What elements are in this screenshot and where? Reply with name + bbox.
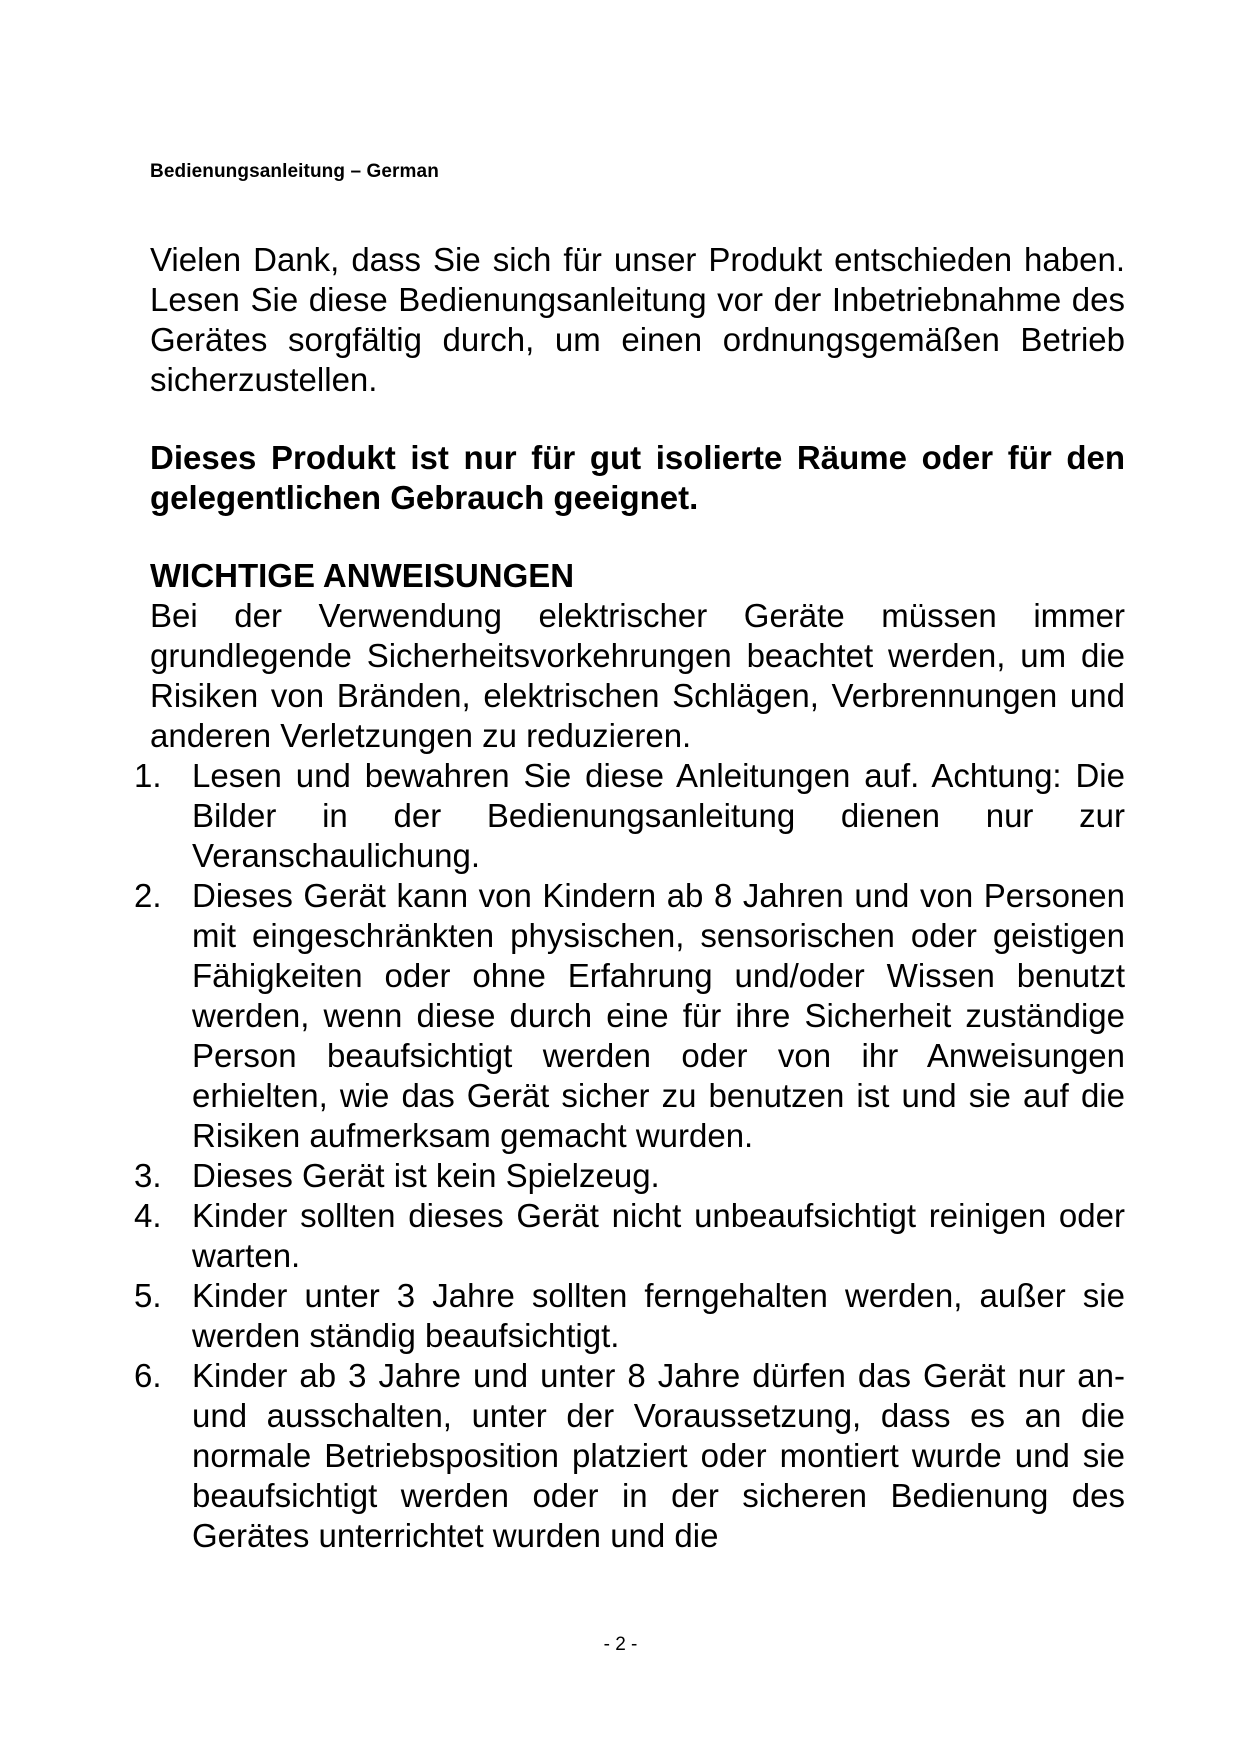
document-header: Bedienungsanleitung – German bbox=[150, 161, 439, 182]
list-item-text: Dieses Gerät kann von Kindern ab 8 Jahren und von Personen mit eingeschränkten physischen, sensorischen oder geistigen Fähigkeiten oder ohne Erfahrung und/oder Wissen benutzt werden, wenn diese durch eine für ihre Sicherheit zuständige Person beaufsichtigt werden oder von ihr Anweisungen erhielten, wie das Gerät sicher zu benutzen ist und sie auf die Risiken aufmerksam gemacht wurden. bbox=[192, 877, 1125, 1154]
list-item bbox=[134, 876, 1125, 1156]
section-intro-paragraph: Bei der Verwendung elektrischer Geräte müssen immer grundlegende Sicherheitsvorkehrungen beachtet werden, um die Risiken von Bränden, elektrischen Schlägen, Verbrennungen und anderen Verletzungen zu reduzieren. bbox=[150, 597, 1125, 754]
section-heading: WICHTIGE ANWEISUNGEN bbox=[150, 557, 575, 594]
list-item-number: 4. bbox=[134, 1197, 162, 1234]
list-item-number: 2. bbox=[134, 877, 162, 914]
list-item-number: 3. bbox=[134, 1157, 162, 1194]
document-body bbox=[134, 240, 1125, 1556]
list-item-text: Kinder sollten dieses Gerät nicht unbeaufsichtigt reinigen oder warten. bbox=[192, 1197, 1125, 1274]
list-item-number: 1. bbox=[134, 757, 162, 794]
intro-paragraph: Vielen Dank, dass Sie sich für unser Produkt entschieden haben. Lesen Sie diese Bedienungsanleitung vor der Inbetriebnahme des Gerätes sorgfältig durch, um einen ordnungsgemäßen Betrieb sicherzustellen. bbox=[150, 241, 1125, 398]
list-item bbox=[134, 1276, 1125, 1356]
list-item bbox=[134, 756, 1125, 876]
list-item-text: Lesen und bewahren Sie diese Anleitungen auf. Achtung: Die Bilder in der Bedienungsanleitung dienen nur zur Veranschaulichung. bbox=[192, 757, 1125, 874]
list-item-text: Kinder ab 3 Jahre und unter 8 Jahre dürfen das Gerät nur an- und ausschalten, unter der Voraussetzung, dass es an die normale Betriebsposition platziert oder montiert wurde und sie beaufsichtigt werden oder in der sicheren Bedienung des Gerätes unterrichtet wurden und die bbox=[192, 1357, 1125, 1554]
page-number: - 2 - bbox=[603, 1634, 638, 1655]
list-item-number: 6. bbox=[134, 1357, 162, 1394]
list-item bbox=[134, 1156, 1125, 1196]
list-item-text: Dieses Gerät ist kein Spielzeug. bbox=[192, 1157, 660, 1194]
instruction-list bbox=[134, 756, 1125, 1556]
list-item-number: 5. bbox=[134, 1277, 162, 1314]
list-item-text: Kinder unter 3 Jahre sollten ferngehalten werden, außer sie werden ständig beaufsichtigt. bbox=[192, 1277, 1125, 1354]
list-item bbox=[134, 1356, 1125, 1556]
list-item bbox=[134, 1196, 1125, 1276]
notice-paragraph: Dieses Produkt ist nur für gut isolierte Räume oder für den gelegentlichen Gebrauch geeignet. bbox=[150, 439, 1125, 516]
